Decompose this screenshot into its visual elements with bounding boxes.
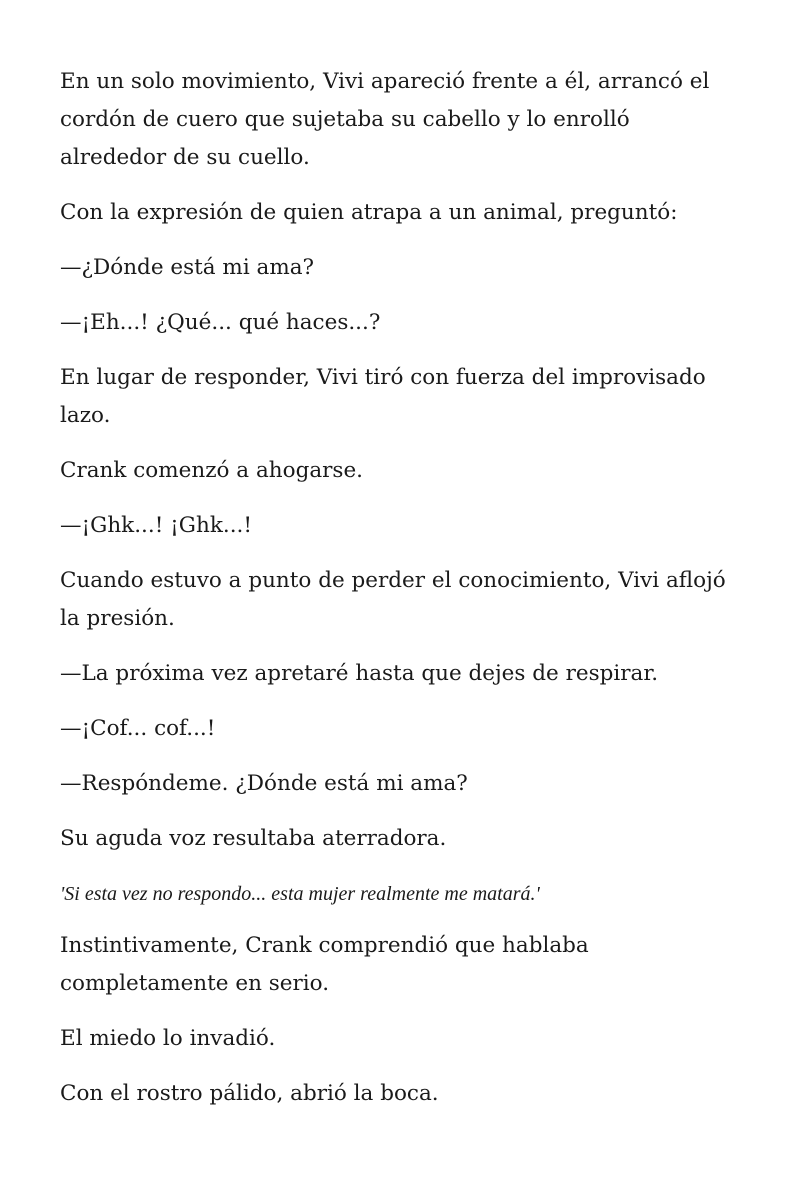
dialogue-line: —Respóndeme. ¿Dónde está mi ama?: [60, 771, 468, 796]
dialogue-line: —¿Dónde está mi ama?: [60, 255, 315, 280]
paragraph: El miedo lo invadió.: [60, 1026, 276, 1051]
paragraph: Con la expresión de quien atrapa a un animal, preguntó:: [60, 200, 678, 225]
inner-thought: 'Si esta vez no respondo... esta mujer realmente me matará.': [60, 883, 540, 905]
paragraph: Su aguda voz resultaba aterradora.: [60, 826, 447, 851]
paragraph: Con el rostro pálido, abrió la boca.: [60, 1081, 439, 1106]
paragraph: En un solo movimiento, Vivi apareció frente a él, arrancó el cordón de cuero que sujetaba su cabello y lo enrolló alrededor de su cuello.: [60, 69, 710, 170]
paragraph: En lugar de responder, Vivi tiró con fuerza del improvisado lazo.: [60, 365, 706, 428]
paragraph: Instintivamente, Crank comprendió que hablaba completamente en serio.: [60, 933, 589, 996]
dialogue-line: —¡Ghk...! ¡Ghk...!: [60, 513, 252, 538]
paragraph: Cuando estuvo a punto de perder el conocimiento, Vivi aflojó la presión.: [60, 568, 726, 631]
paragraph: Crank comenzó a ahogarse.: [60, 458, 364, 483]
document-body: [60, 63, 740, 1130]
dialogue-line: —¡Eh...! ¿Qué... qué haces...?: [60, 310, 381, 335]
dialogue-line: —La próxima vez apretaré hasta que dejes de respirar.: [60, 661, 659, 686]
dialogue-line: —¡Cof... cof...!: [60, 716, 216, 741]
